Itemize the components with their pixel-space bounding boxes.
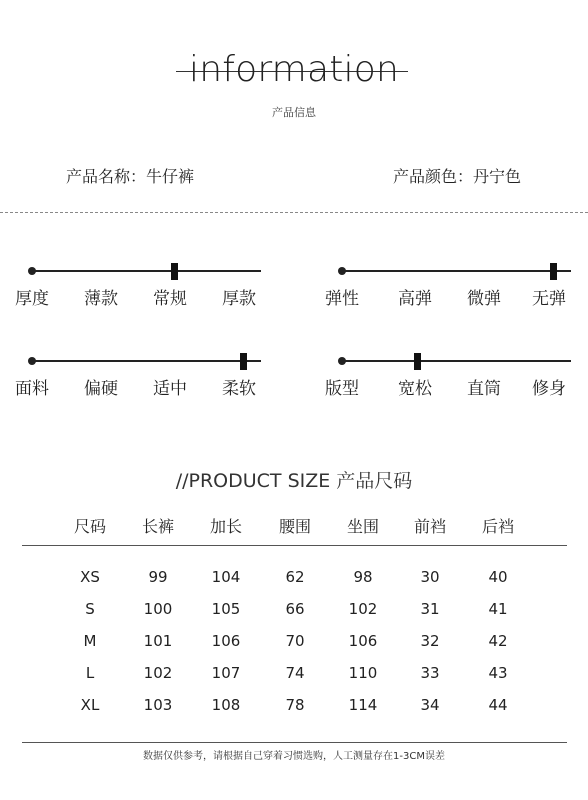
column-header: 腰围: [278, 517, 311, 536]
table-cell: 102: [348, 600, 378, 618]
scale-label-low: 高弹: [398, 289, 432, 309]
table-row: [0, 664, 588, 684]
scale-track: [341, 360, 571, 362]
table-row: [0, 600, 588, 620]
table-cell: 106: [211, 632, 241, 650]
product-name: 产品名称：牛仔裤: [66, 167, 195, 186]
scale-track: [31, 270, 261, 272]
table-row: [0, 568, 588, 588]
table-cell: M: [83, 632, 97, 650]
column-header: 尺码: [73, 517, 106, 536]
size-footnote: 数据仅供参考，请根据自己穿着习惯选购，人工测量存在1-3CM误差: [143, 751, 445, 762]
table-cell: 30: [420, 568, 440, 586]
table-cell: 44: [488, 696, 508, 714]
scale-elasticity: [325, 264, 571, 324]
table-cell: 40: [488, 568, 508, 586]
table-cell: 106: [348, 632, 378, 650]
table-cell: 42: [488, 632, 508, 650]
table-cell: 110: [348, 664, 378, 682]
table-cell: 62: [285, 568, 305, 586]
scale-label-mid: 适中: [153, 379, 187, 399]
column-header: 长裤: [141, 517, 174, 536]
table-cell: L: [85, 664, 95, 682]
table-cell: 103: [143, 696, 173, 714]
scale-marker: [414, 353, 421, 370]
table-top-rule: [22, 545, 567, 546]
scale-label-name: 版型: [325, 379, 359, 399]
column-header: 前裆: [413, 517, 446, 536]
scale-marker: [171, 263, 178, 280]
scale-label-high: 无弹: [532, 289, 566, 309]
size-table-header: [0, 514, 588, 538]
table-cell: 78: [285, 696, 305, 714]
table-cell: XS: [80, 568, 100, 586]
scale-start-dot: [338, 357, 346, 365]
page-title: information: [189, 49, 399, 90]
scale-label-mid: 微弹: [467, 289, 501, 309]
scale-marker: [240, 353, 247, 370]
size-section-title: //PRODUCT SIZE 产品尺码: [175, 470, 413, 492]
dashed-divider: [0, 212, 588, 213]
scale-track: [31, 360, 261, 362]
table-cell: 100: [143, 600, 173, 618]
table-cell: 31: [420, 600, 440, 618]
scale-label-low: 宽松: [398, 379, 432, 399]
scale-start-dot: [28, 357, 36, 365]
scale-label-low: 薄款: [84, 289, 118, 309]
table-row: [0, 632, 588, 652]
table-cell: XL: [80, 696, 100, 714]
scale-label-mid: 常规: [153, 289, 187, 309]
scale-fabric: [15, 354, 261, 414]
table-cell: 43: [488, 664, 508, 682]
scale-start-dot: [28, 267, 36, 275]
table-cell: 32: [420, 632, 440, 650]
table-cell: 107: [211, 664, 241, 682]
table-cell: 98: [353, 568, 373, 586]
scale-label-name: 弹性: [325, 289, 359, 309]
scale-label-mid: 直筒: [467, 379, 501, 399]
table-cell: 114: [348, 696, 378, 714]
scale-label-name: 面料: [15, 379, 49, 399]
table-cell: 108: [211, 696, 241, 714]
table-cell: S: [85, 600, 95, 618]
table-cell: 105: [211, 600, 241, 618]
scale-marker: [550, 263, 557, 280]
column-header: 坐围: [346, 517, 379, 536]
table-cell: 102: [143, 664, 173, 682]
table-cell: 66: [285, 600, 305, 618]
table-row: [0, 696, 588, 716]
scale-track: [341, 270, 571, 272]
table-cell: 74: [285, 664, 305, 682]
table-cell: 99: [148, 568, 168, 586]
table-cell: 33: [420, 664, 440, 682]
scale-label-name: 厚度: [15, 289, 49, 309]
column-header: 后裆: [481, 517, 514, 536]
scale-thickness: [15, 264, 261, 324]
column-header: 加长: [209, 517, 242, 536]
scale-label-low: 偏硬: [84, 379, 118, 399]
product-color: 产品颜色：丹宁色: [393, 167, 522, 186]
page-subtitle: 产品信息: [272, 106, 316, 119]
table-cell: 101: [143, 632, 173, 650]
table-bottom-rule: [22, 742, 567, 743]
scale-label-high: 厚款: [222, 289, 256, 309]
scale-start-dot: [338, 267, 346, 275]
scale-fit: [325, 354, 571, 414]
scale-label-high: 修身: [532, 379, 566, 399]
table-cell: 41: [488, 600, 508, 618]
table-cell: 104: [211, 568, 241, 586]
table-cell: 70: [285, 632, 305, 650]
scale-label-high: 柔软: [222, 379, 256, 399]
table-cell: 34: [420, 696, 440, 714]
title-block: [0, 45, 588, 95]
